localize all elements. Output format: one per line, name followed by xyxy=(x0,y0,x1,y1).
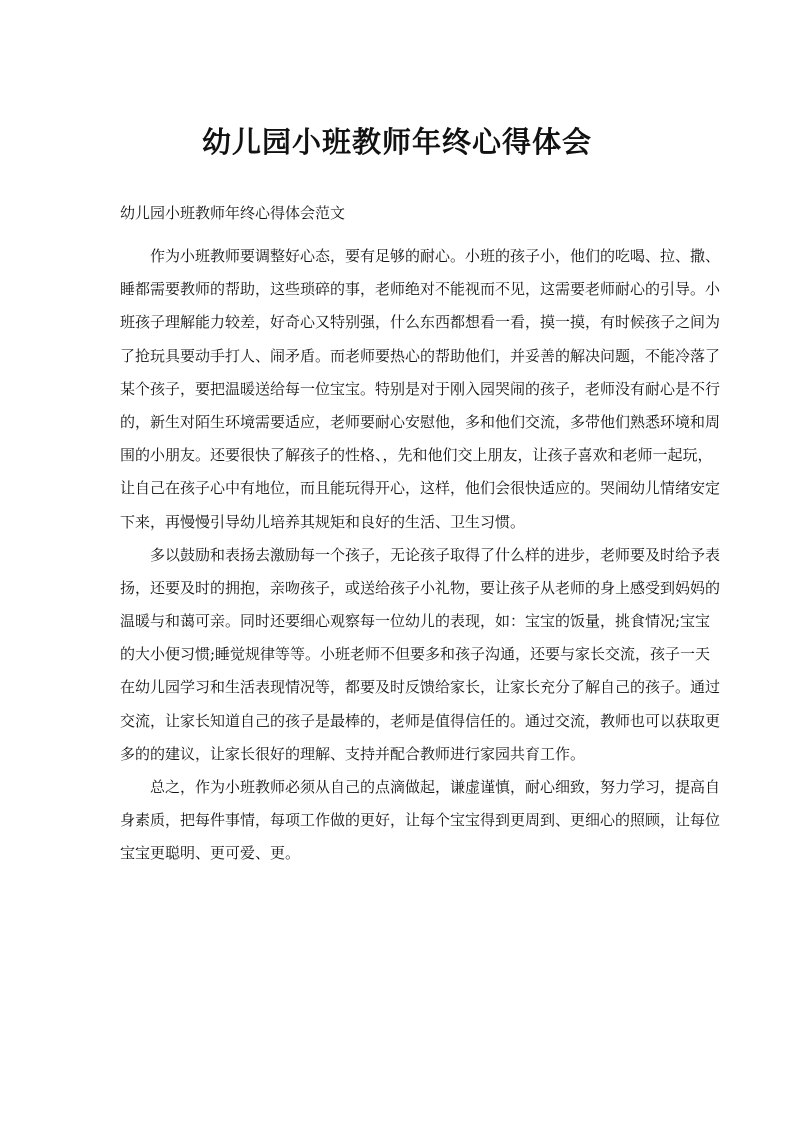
document-body xyxy=(120,240,721,871)
paragraph-2 xyxy=(120,539,721,771)
text-line: 让自己在孩子心中有地位，而且能玩得开心，这样，他们会很快适应的。哭闹幼儿情绪安定 xyxy=(120,479,721,498)
text-line: 睡都需要教师的帮助，这些琐碎的事，老师绝对不能视而不见，这需要老师耐心的引导。小 xyxy=(120,280,721,299)
text-line: 交流，让家长知道自己的孩子是最棒的，老师是值得信任的。通过交流，教师也可以获取更 xyxy=(120,711,721,730)
page-title: 幼儿园小班教师年终心得体会 xyxy=(201,125,592,159)
paragraph-1 xyxy=(120,240,721,539)
text-line: 了抢玩具要动手打人、闹矛盾。而老师要热心的帮助他们，并妥善的解决问题，不能冷落了 xyxy=(120,346,721,365)
paragraph-3 xyxy=(120,771,721,871)
text-line: 的大小便习惯;睡觉规律等等。小班老师不但要多和孩子沟通，还要与家长交流，孩子一天 xyxy=(120,645,711,664)
text-line: 多以鼓励和表扬去激励每一个孩子，无论孩子取得了什么样的进步，老师要及时给予表 xyxy=(150,545,721,564)
text-line: 某个孩子，要把温暖送给每一位宝宝。特别是对于刚入园哭闹的孩子，老师没有耐心是不行 xyxy=(120,379,721,398)
text-line: 身素质，把每件事情，每项工作做的更好，让每个宝宝得到更周到、更细心的照顾，让每位 xyxy=(120,811,721,830)
document-subtitle: 幼儿园小班教师年终心得体会范文 xyxy=(120,204,346,222)
text-line: 多的的建议，让家长很好的理解、支持并配合教师进行家园共育工作。 xyxy=(120,744,586,763)
text-line: 围的小朋友。还要很快了解孩子的性格、，先和他们交上朋友，让孩子喜欢和老师一起玩， xyxy=(120,446,713,465)
text-line: 下来，再慢慢引导幼儿培养其规矩和良好的生活、卫生习惯。 xyxy=(120,512,526,531)
text-line: 班孩子理解能力较差，好奇心又特别强，什么东西都想看一看，摸一摸，有时候孩子之间为 xyxy=(120,313,721,332)
text-line: 扬，还要及时的拥抱，亲吻孩子，或送给孩子小礼物，要让孩子从老师的身上感受到妈妈的 xyxy=(120,578,721,597)
text-line: 总之，作为小班教师必须从自己的点滴做起，谦虚谨慎，耐心细致，努力学习，提高自 xyxy=(150,778,721,796)
text-line: 温暖与和蔼可亲。同时还要细心观察每一位幼儿的表现，如：宝宝的饭量，挑食情况;宝宝 xyxy=(120,612,711,631)
text-line: 的，新生对陌生环境需要适应，老师要耐心安慰他，多和他们交流，多带他们熟悉环境和周 xyxy=(120,412,721,431)
text-line: 在幼儿园学习和生活表现情况等，都要及时反馈给家长，让家长充分了解自己的孩子。通过 xyxy=(120,678,721,697)
text-line: 宝宝更聪明、更可爱、更。 xyxy=(120,844,301,863)
text-line: 作为小班教师要调整好心态，要有足够的耐心。小班的孩子小，他们的吃喝、拉、撒、 xyxy=(150,247,721,265)
